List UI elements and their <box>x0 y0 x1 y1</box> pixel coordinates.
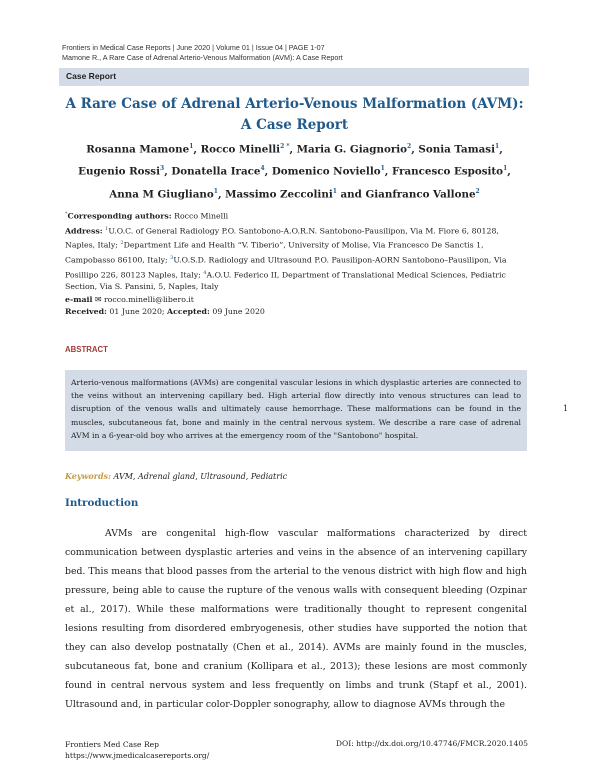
author-affiliation-mark: 2 * <box>280 143 290 150</box>
author-affiliation-mark: 2 <box>475 187 480 195</box>
affiliation-text: Department Life and Health “V. Tiberio”, University of Molise, Via Francesco De Sanctis 1, Campobasso 86100, Italy; <box>65 240 484 265</box>
footer-journal: Frontiers Med Case Rep <box>65 740 160 749</box>
author-separator: , <box>264 165 272 178</box>
aff-mark: 1 <box>105 225 109 232</box>
corresponding-mark: * <box>65 211 68 217</box>
footer-doi[interactable]: DOI: http://dx.doi.org/10.47746/FMCR.2020.1405 <box>335 739 528 748</box>
author-name: Rocco Minelli <box>200 143 281 156</box>
section-label: Case Report <box>66 71 117 81</box>
author-affiliation-mark: 2 <box>407 143 412 150</box>
author-name: Eugenio Rossi <box>78 165 161 178</box>
keywords <box>65 471 287 481</box>
introduction-heading: Introduction <box>65 497 139 509</box>
abstract-heading: ABSTRACT <box>65 345 108 354</box>
article-meta <box>65 208 527 318</box>
author-list <box>62 137 527 204</box>
author-affiliation-mark: 4 <box>260 165 265 173</box>
address-label: Address: <box>65 226 103 236</box>
author-separator: , <box>384 165 392 178</box>
author-separator: , <box>507 165 511 178</box>
affiliation-text: A.O.U. Federico II, Department of Translational Medical Sciences, Pediatric Section, Via S. Pansini, 5, Naples, Italy <box>65 270 506 292</box>
author-affiliation-mark: 1 <box>189 143 194 150</box>
author-affiliation-mark: 1 <box>332 187 337 195</box>
author-name: Francesco Esposito <box>391 165 504 178</box>
keywords-value: AVM, Adrenal gland, Ultrasound, Pediatric <box>111 472 288 481</box>
accepted-date: 09 June 2020 <box>209 306 265 316</box>
author-separator: , <box>217 188 226 201</box>
author-name: Rosanna Mamone <box>86 143 190 156</box>
corresponding-author <box>65 208 527 223</box>
section-band <box>59 68 529 86</box>
author-separator: , <box>193 143 201 156</box>
email-link[interactable]: rocco.minelli@libero.it <box>101 294 194 304</box>
aff-mark: 2 <box>120 240 124 247</box>
email-label: e-mail <box>65 294 93 304</box>
address-block <box>65 223 527 294</box>
header-journal-line: Frontiers in Medical Case Reports | June 2020 | Volume 01 | Issue 04 | PAGE 1-07 <box>62 43 325 52</box>
author-separator: , <box>499 143 503 156</box>
author-affiliation-mark: 1 <box>495 143 500 150</box>
email-line <box>65 294 527 306</box>
author-affiliation-mark: 1 <box>213 187 218 195</box>
abstract-text: Arterio-venous malformations (AVMs) are congenital vascular lesions in which dysplastic arteries are connected to the veins without an intervening capillary bed. High arterial flow directly into venous structures can lead to disruption of the venous walls and ultimately cause hemorrhage. These malformations can be found in the muscles, subcutaneous fat, bone and mainly in the central nervous system. We describe a rare case of adrenal AVM in a 6-year-old boy who arrives at the emergency room of the "Santobono" hospital. <box>71 378 521 440</box>
author-separator: , <box>289 143 297 156</box>
author-affiliation-mark: 3 <box>160 165 165 173</box>
corresponding-label: Corresponding authors: <box>67 211 172 221</box>
envelope-icon: ✉ <box>94 294 102 304</box>
author-separator: and <box>336 188 366 201</box>
intro-paragraph: AVMs are congenital high-flow vascular malformations characterized by direct communication between dysplastic arteries and veins in the absence of an intervening capillary bed. This means that blood passes from the arterial to the venous district with high flow and high pressure, being able to cause the rupture of the venous walls with consequent bleeding (Ozpinar et al., 2017). While these malformations were traditionally thought to represent congenital lesions resulting from disordered embryogenesis, other studies have supported the notion that they can also develop postnatally (Chen et al., 2014). AVMs are mainly found in the muscles, subcutaneous fat, bone and cranium (Kollipara et al., 2013); these lesions are most commonly found in central nervous system and less frequently on limbs and trunk (Stapf et al., 2001). Ultrasound and, in particular color-Doppler sonography, allow to diagnose AVMs through the <box>65 528 527 710</box>
author-separator: , <box>164 165 172 178</box>
affiliation-text: U.O.S.D. Radiology and Ultrasound P.O. Pausilipon-AORN Santobono–Pausilipon, Via Posillipo 226, 80123 Naples, Italy; <box>65 255 507 280</box>
accepted-label: Accepted: <box>167 306 210 316</box>
dates-line <box>65 306 527 318</box>
author-name: Domenico Noviello <box>271 165 381 178</box>
author-name: Gianfranco Vallone <box>365 188 476 201</box>
introduction-body <box>65 524 527 714</box>
abstract-box <box>65 370 527 451</box>
affiliation-text: U.O.C. of General Radiology P.O. Santobono-A.O.R.N. Santobono-Pausilipon, Via M. Fiore 6, 80128, Naples, Italy; <box>65 226 499 250</box>
author-name: Maria G. Giagnorio <box>296 143 408 156</box>
received-label: Received: <box>65 306 107 316</box>
author-name: Donatella Irace <box>171 165 261 178</box>
footer-url[interactable]: https://www.jmedicalcasereports.org/ <box>65 751 210 760</box>
author-name: Massimo Zeccolini <box>225 188 333 201</box>
keywords-label: Keywords: <box>65 471 112 481</box>
author-affiliation-mark: 1 <box>503 165 508 173</box>
author-affiliation-mark: 1 <box>380 165 385 173</box>
author-name: Anna M Giugliano <box>109 188 214 201</box>
aff-mark: 4 <box>203 269 207 276</box>
aff-mark: 3 <box>170 255 174 262</box>
author-separator: , <box>411 143 419 156</box>
corresponding-value: Rocco Minelli <box>171 211 229 221</box>
footer-left <box>65 739 209 761</box>
author-name: Sonia Tamasi <box>418 143 495 156</box>
received-date: 01 June 2020; <box>106 306 168 316</box>
running-header <box>62 43 343 62</box>
article-title: A Rare Case of Adrenal Arterio-Venous Malformation (AVM): A Case Report <box>65 96 524 133</box>
header-title-line: Mamone R., A Rare Case of Adrenal Arterio-Venous Malformation (AVM): A Case Report <box>62 52 343 62</box>
page-number: 1 <box>563 404 569 413</box>
